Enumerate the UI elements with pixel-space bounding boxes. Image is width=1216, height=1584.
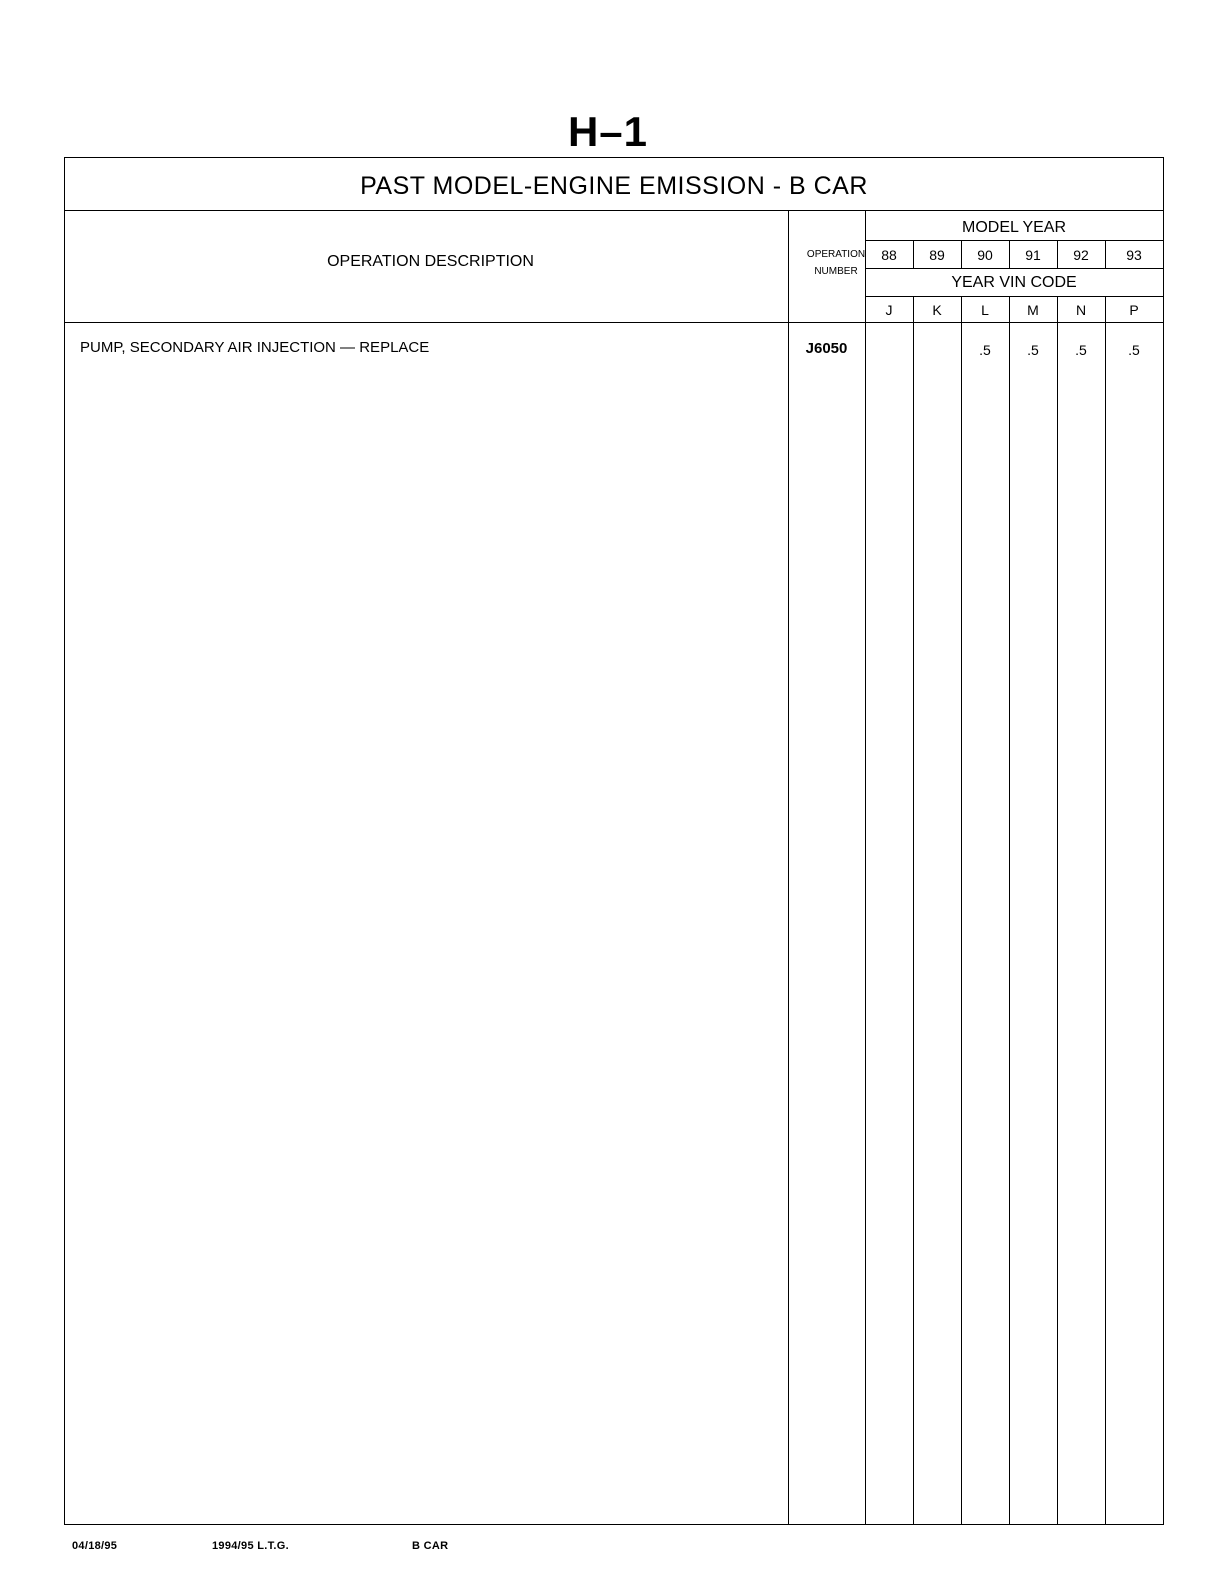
footer-guide: 1994/95 L.T.G. — [212, 1540, 289, 1552]
vin-code-j: J — [885, 302, 893, 318]
row-value-90: .5 — [979, 342, 991, 358]
footer-car: B CAR — [412, 1540, 449, 1552]
vin-code-k: K — [932, 302, 942, 318]
col-divider-4b — [1057, 296, 1058, 1524]
year-91: 91 — [1025, 247, 1041, 263]
row-value-93: .5 — [1128, 342, 1140, 358]
vin-code-p: P — [1129, 302, 1139, 318]
col-divider-3b — [1009, 296, 1010, 1524]
year-92: 92 — [1073, 247, 1089, 263]
row-value-91: .5 — [1027, 342, 1039, 358]
col-divider-5b — [1105, 296, 1106, 1524]
labor-time-table — [64, 157, 1164, 1525]
col-divider-2b — [961, 296, 962, 1524]
year-vin-code-header: YEAR VIN CODE — [951, 274, 1077, 291]
vin-code-rule — [865, 296, 1163, 297]
operation-number-header-line2: NUMBER — [814, 266, 858, 277]
year-88: 88 — [881, 247, 897, 263]
years-rule — [865, 268, 1163, 269]
page-code: H–1 — [567, 108, 649, 155]
vin-code-m: M — [1027, 302, 1039, 318]
operation-number-header-line1: OPERATION — [806, 249, 866, 260]
model-year-rule — [865, 240, 1163, 241]
opnum-divider — [865, 211, 866, 1524]
row-description: PUMP, SECONDARY AIR INJECTION — REPLACE — [80, 339, 430, 356]
row-value-92: .5 — [1075, 342, 1087, 358]
col-divider-1b — [913, 296, 914, 1524]
desc-divider — [788, 211, 789, 1524]
vin-code-n: N — [1075, 302, 1087, 318]
table-title: PAST MODEL-ENGINE EMISSION - B CAR — [65, 158, 1163, 211]
footer-date: 04/18/95 — [72, 1540, 118, 1552]
header-bottom-rule — [65, 322, 1163, 323]
row-operation-number: J6050 — [805, 340, 848, 357]
year-89: 89 — [929, 247, 945, 263]
model-year-header: MODEL YEAR — [961, 219, 1067, 236]
vin-code-l: L — [981, 302, 989, 318]
year-90: 90 — [977, 247, 993, 263]
operation-description-header: OPERATION DESCRIPTION — [327, 253, 534, 270]
year-93: 93 — [1126, 247, 1142, 263]
